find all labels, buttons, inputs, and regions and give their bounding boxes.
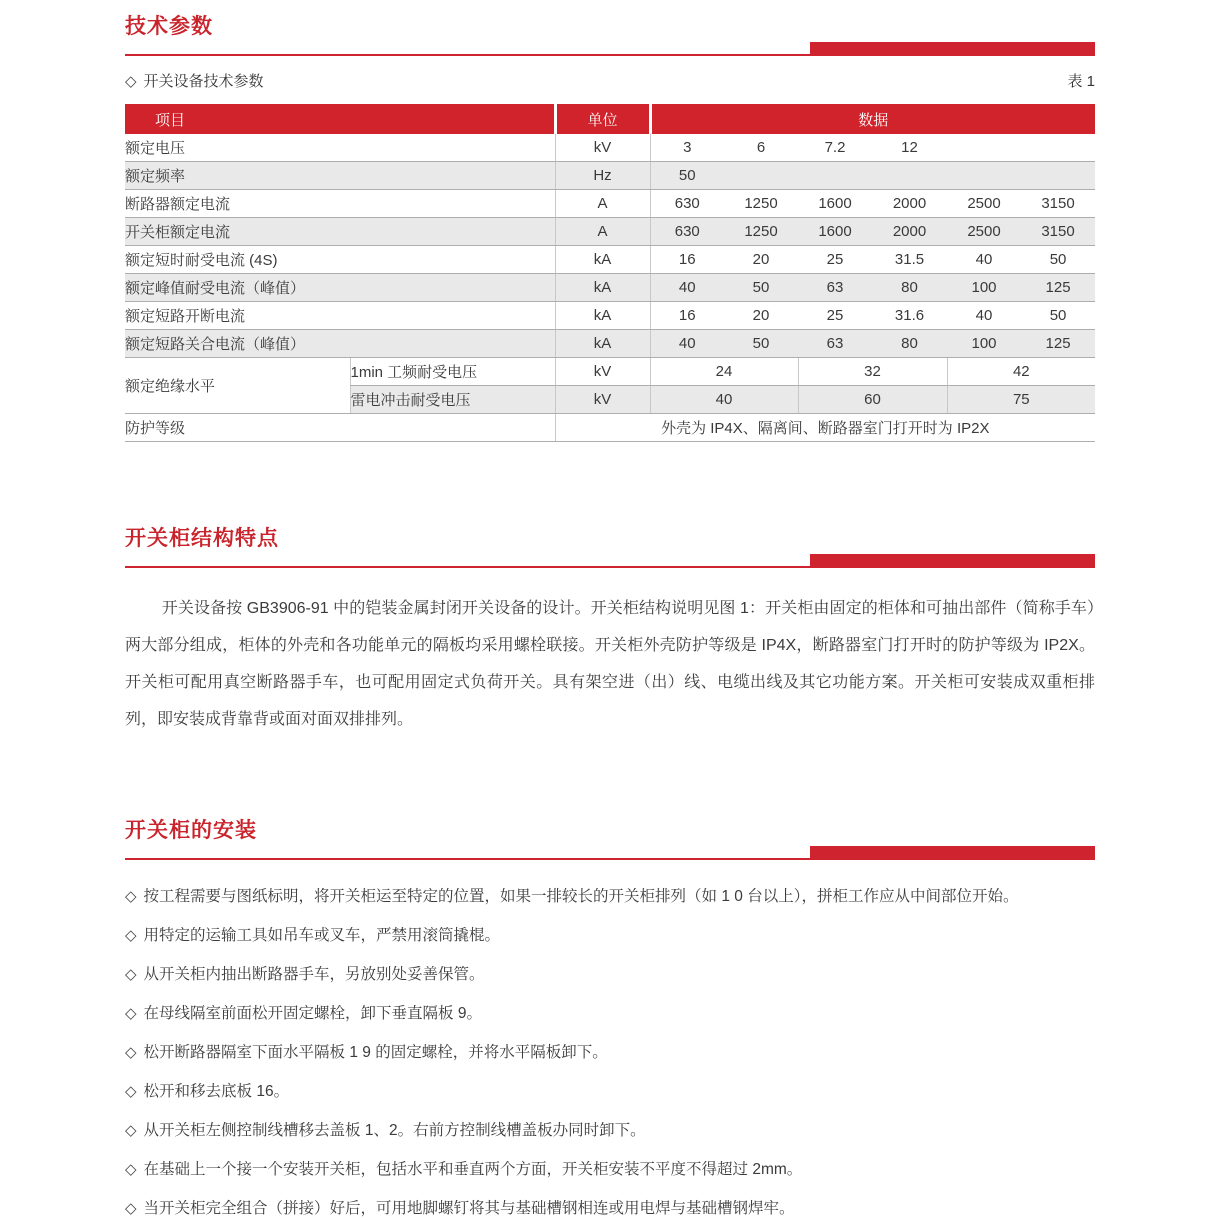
list-item [125,1081,1095,1103]
list-item [125,925,1095,947]
value-cell: 7.2 [798,134,872,162]
value-cell: 16 [650,246,724,274]
value-cell: 1250 [724,218,798,246]
section-title: 开关柜结构特点 [125,527,279,550]
bullet-text: 松开和移去底板 16。 [143,1083,290,1100]
title-rule [125,42,1095,56]
unit-cell: kA [555,246,650,274]
value-cell: 2000 [872,218,947,246]
value-cell: 2500 [947,190,1021,218]
value-cell: 100 [947,274,1021,302]
value-cell: 12 [872,134,947,162]
value-cell: 60 [798,386,947,414]
header-data: 数据 [650,104,1095,134]
diamond-bullet-icon: ◇ [125,73,137,90]
value-cell: 630 [650,190,724,218]
value-cell [1021,162,1095,190]
value-cell: 42 [947,358,1095,386]
table-row [125,302,1095,330]
value-cell: 1600 [798,190,872,218]
value-cell: 3150 [1021,190,1095,218]
bullet-text: 用特定的运输工具如吊车或叉车，严禁用滚筒撬棍。 [143,927,501,944]
diamond-bullet-icon: ◇ [125,1083,137,1100]
table-number-label: 表 1 [1067,73,1095,90]
section-installation [125,818,1095,1220]
list-item [125,886,1095,908]
value-cell: 31.6 [872,302,947,330]
value-cell: 125 [1021,330,1095,358]
row-label: 开关柜额定电流 [125,218,555,246]
section-technical-params [125,14,1095,442]
table-row-protection [125,414,1095,442]
value-cell [1021,134,1095,162]
title-rule [125,846,1095,860]
value-cell: 24 [650,358,798,386]
value-cell: 20 [724,302,798,330]
list-item [125,1042,1095,1064]
protection-value: 外壳为 IP4X、隔离间、断路器室门打开时为 IP2X [555,414,1095,442]
value-cell: 1600 [798,218,872,246]
value-cell: 63 [798,274,872,302]
title-rule-bar [810,554,1095,568]
value-cell: 25 [798,246,872,274]
insulation-sublabel: 1min 工频耐受电压 [350,358,555,386]
params-table [125,104,1095,442]
bullet-text: 松开断路器隔室下面水平隔板 1 9 的固定螺栓，并将水平隔板卸下。 [143,1044,608,1061]
row-label: 额定电压 [125,134,555,162]
row-label: 额定短时耐受电流 (4S) [125,246,555,274]
row-label: 额定短路开断电流 [125,302,555,330]
table-row-insulation-1 [125,358,1095,386]
value-cell: 6 [724,134,798,162]
unit-cell: kA [555,302,650,330]
value-cell: 1250 [724,190,798,218]
table-subtitle [125,70,264,91]
value-cell: 40 [947,302,1021,330]
header-item: 项目 [125,104,555,134]
title-rule-bar [810,42,1095,56]
bullet-text: 从开关柜左侧控制线槽移去盖板 1、2。右前方控制线槽盖板办同时卸下。 [143,1122,646,1139]
row-label: 额定短路关合电流（峰值） [125,330,555,358]
value-cell: 50 [650,162,724,190]
table-row [125,218,1095,246]
unit-cell: kV [555,134,650,162]
unit-cell: kV [555,386,650,414]
row-label: 额定峰值耐受电流（峰值） [125,274,555,302]
value-cell: 2500 [947,218,1021,246]
value-cell: 20 [724,246,798,274]
protection-label: 防护等级 [125,414,555,442]
value-cell: 16 [650,302,724,330]
row-label: 额定频率 [125,162,555,190]
value-cell: 2000 [872,190,947,218]
bullet-text: 按工程需要与图纸标明，将开关柜运至特定的位置，如果一排较长的开关柜排列（如 1 0 台以上），拼柜工作应从中间部位开始。 [143,888,1019,905]
value-cell: 50 [1021,302,1095,330]
unit-cell: A [555,190,650,218]
diamond-bullet-icon: ◇ [125,927,137,944]
value-cell [798,162,872,190]
table-row [125,330,1095,358]
value-cell: 40 [650,330,724,358]
table-row [125,134,1095,162]
installation-bullet-list [125,886,1095,1220]
diamond-bullet-icon: ◇ [125,1005,137,1022]
value-cell [947,134,1021,162]
value-cell: 40 [947,246,1021,274]
value-cell: 31.5 [872,246,947,274]
bullet-text: 当开关柜完全组合（拼接）好后，可用地脚螺钉将其与基础槽钢相连或用电焊与基础槽钢焊牢。 [143,1200,795,1217]
unit-cell: Hz [555,162,650,190]
unit-cell: kV [555,358,650,386]
value-cell: 25 [798,302,872,330]
bullet-text: 在母线隔室前面松开固定螺栓，卸下垂直隔板 9。 [143,1005,482,1022]
table-header-row [125,104,1095,134]
diamond-bullet-icon: ◇ [125,966,137,983]
list-item [125,1120,1095,1142]
value-cell: 32 [798,358,947,386]
value-cell: 3150 [1021,218,1095,246]
value-cell: 100 [947,330,1021,358]
insulation-group-label: 额定绝缘水平 [125,358,350,414]
value-cell: 80 [872,274,947,302]
unit-cell: A [555,218,650,246]
value-cell [724,162,798,190]
unit-cell: kA [555,330,650,358]
section-title: 技术参数 [125,15,213,38]
list-item [125,964,1095,986]
value-cell [872,162,947,190]
bullet-text: 在基础上一个接一个安装开关柜，包括水平和垂直两个方面，开关柜安装不平度不得超过 2mm。 [143,1161,803,1178]
diamond-bullet-icon: ◇ [125,1044,137,1061]
bullet-text: 从开关柜内抽出断路器手车，另放别处妥善保管。 [143,966,485,983]
row-label: 断路器额定电流 [125,190,555,218]
diamond-bullet-icon: ◇ [125,888,137,905]
unit-cell: kA [555,274,650,302]
insulation-sublabel: 雷电冲击耐受电压 [350,386,555,414]
structure-paragraph: 开关设备按 GB3906-91 中的铠装金属封闭开关设备的设计。开关柜结构说明见图 1：开关柜由固定的柜体和可抽出部件（简称手车）两大部分组成，柜体的外壳和各功能单元的隔板均采用螺栓联接。开关柜外壳防护等级是 IP4X，断路器室门打开时的防护等级为 IP2X。开关柜可配用真空断路器手车，也可配用固定式负荷开关。具有架空进（出）线、电缆出线及其它功能方案。开关柜可安装成双重柜排列，即安装成背靠背或面对面双排排列。 [125,600,1095,728]
value-cell: 63 [798,330,872,358]
diamond-bullet-icon: ◇ [125,1200,137,1217]
table-caption-row [125,70,1095,91]
table-row [125,274,1095,302]
value-cell: 80 [872,330,947,358]
value-cell: 630 [650,218,724,246]
diamond-bullet-icon: ◇ [125,1122,137,1139]
value-cell: 50 [1021,246,1095,274]
value-cell: 50 [724,274,798,302]
table-row [125,190,1095,218]
header-unit: 单位 [555,104,650,134]
value-cell: 40 [650,274,724,302]
value-cell: 40 [650,386,798,414]
value-cell: 3 [650,134,724,162]
diamond-bullet-icon: ◇ [125,1161,137,1178]
title-rule-bar [810,846,1095,860]
title-rule [125,554,1095,568]
value-cell: 75 [947,386,1095,414]
table-subtitle-label: 开关设备技术参数 [143,73,264,90]
value-cell: 50 [724,330,798,358]
value-cell: 125 [1021,274,1095,302]
list-item [125,1198,1095,1220]
section-title: 开关柜的安装 [125,819,257,842]
table-row [125,162,1095,190]
list-item [125,1003,1095,1025]
list-item [125,1159,1095,1181]
section-structure-features [125,526,1095,738]
table-row [125,246,1095,274]
value-cell [947,162,1021,190]
